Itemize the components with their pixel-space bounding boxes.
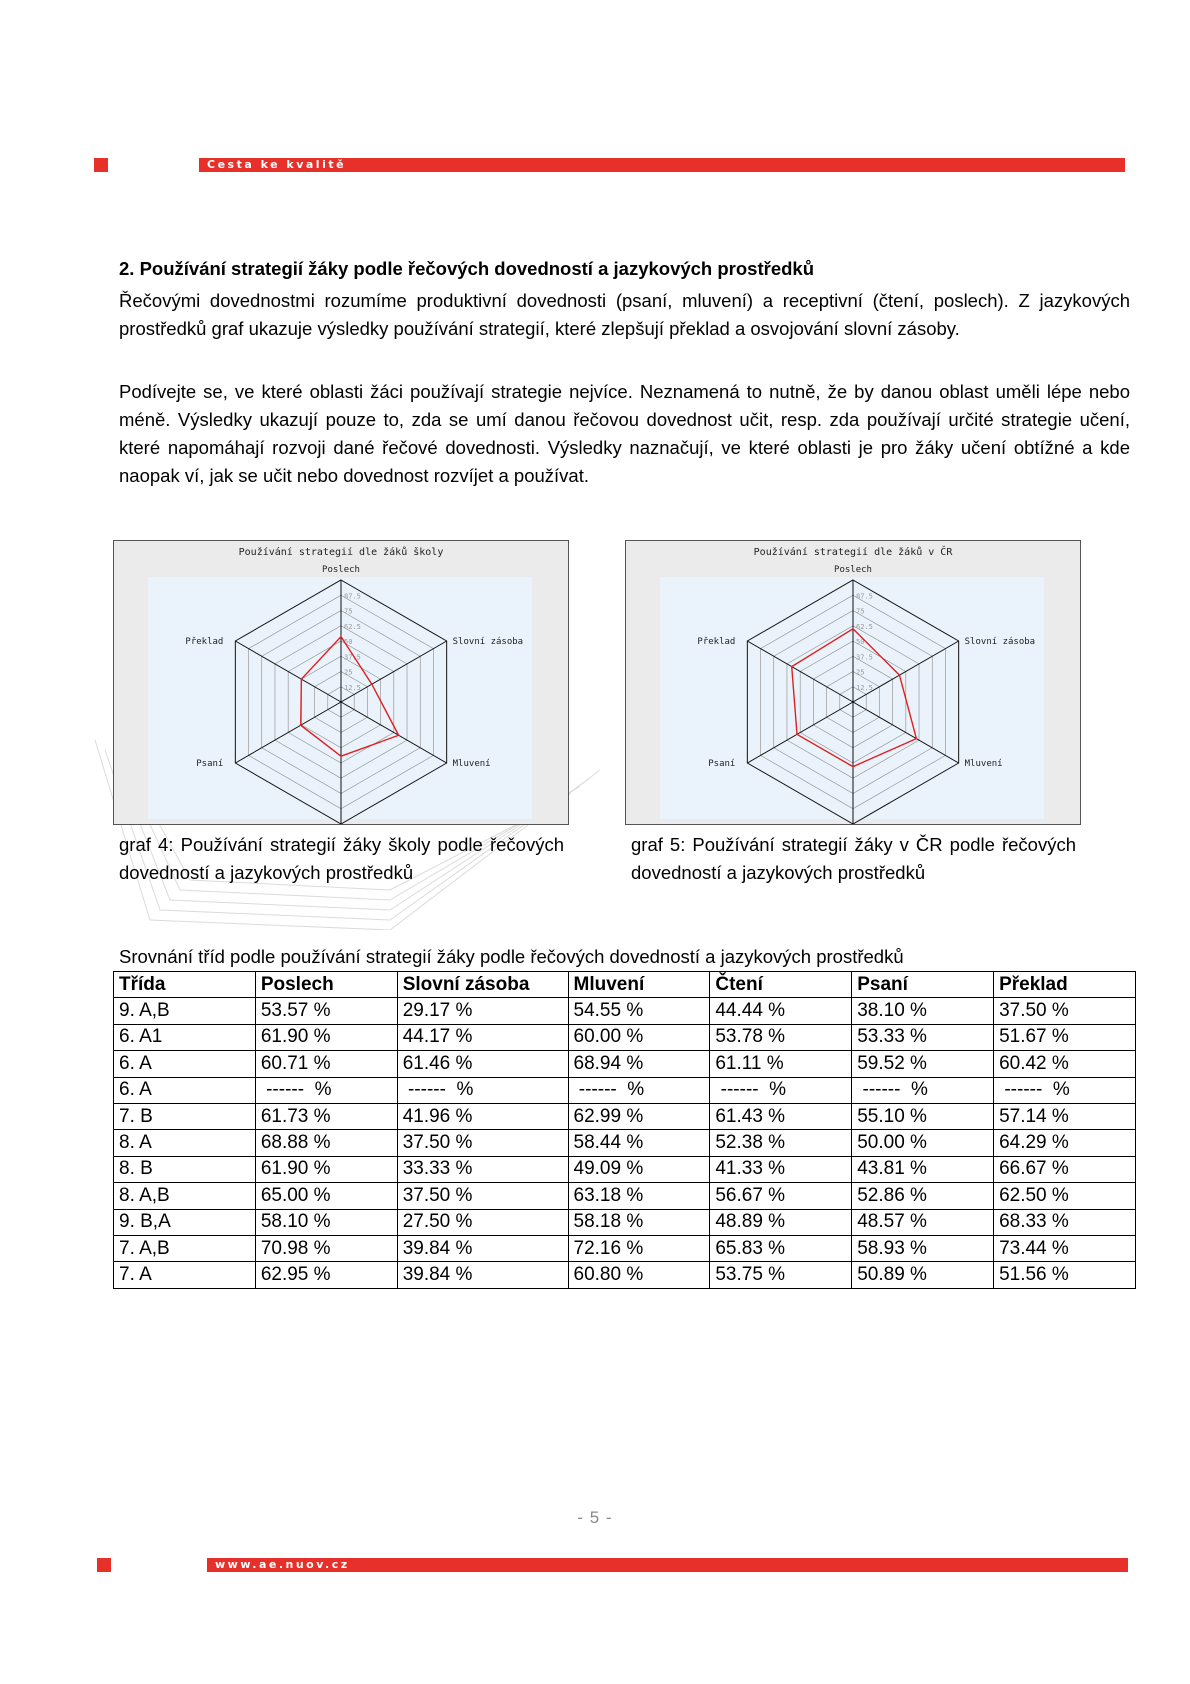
caption-chart-cr: graf 5: Používání strategií žáky v ČR podle řečových dovedností a jazykových prostředků: [631, 834, 1076, 883]
table-row: [114, 1183, 1136, 1209]
table-cell: 61.43 %: [710, 1103, 852, 1129]
table-cell: 60.00 %: [568, 1024, 710, 1050]
table-cell: 44.44 %: [710, 998, 852, 1024]
radar-chart-cr-svg: [626, 541, 1080, 824]
table-cell: 49.09 %: [568, 1156, 710, 1182]
table-cell: 52.86 %: [852, 1183, 994, 1209]
radar-axis-label: Mluvení: [452, 759, 491, 769]
table-cell: 60.42 %: [994, 1051, 1136, 1077]
table-cell: 9. B,A: [114, 1209, 256, 1235]
radar-axis-label: Slovní zásoba: [964, 637, 1036, 647]
table-row: [114, 998, 1136, 1024]
table-cell: 7. B: [114, 1103, 256, 1129]
table-cell: 50.89 %: [852, 1262, 994, 1288]
th-psani: Psaní: [852, 972, 994, 998]
table-cell: 55.10 %: [852, 1103, 994, 1129]
radar-tick-label: 87.5: [856, 592, 873, 601]
table-cell: 61.90 %: [255, 1156, 397, 1182]
radar-axis-label: Slovní zásoba: [452, 637, 524, 647]
th-slovni-zasoba: Slovní zásoba: [397, 972, 568, 998]
table-cell: ------ %: [568, 1077, 710, 1103]
table-cell: 51.56 %: [994, 1262, 1136, 1288]
table-cell: 62.50 %: [994, 1183, 1136, 1209]
table-cell: 39.84 %: [397, 1235, 568, 1261]
table-cell: 62.99 %: [568, 1103, 710, 1129]
table-cell: 8. A: [114, 1130, 256, 1156]
radar-axis-label: Poslech: [834, 565, 872, 575]
table-cell: ------ %: [710, 1077, 852, 1103]
radar-tick-label: 37.5: [856, 653, 873, 662]
table-cell: 68.88 %: [255, 1130, 397, 1156]
th-preklad: Překlad: [994, 972, 1136, 998]
radar-tick-label: 87.5: [344, 592, 361, 601]
header-band: [199, 158, 1125, 172]
table-cell: 61.73 %: [255, 1103, 397, 1129]
section-heading: 2. Používání strategií žáky podle řečových dovedností a jazykových prostředků: [119, 258, 815, 279]
paragraph-1: Řečovými dovednostmi rozumíme produktivní dovednosti (psaní, mluvení) a receptivní (čtení, poslech). Z jazykových prostředků graf ukazuje výsledky používání strategií, které zlepšují překlad a osvojování slovní zásoby.: [119, 290, 1130, 339]
table-caption: Srovnání tříd podle používání strategií žáky podle řečových dovedností a jazykových prostředků: [119, 946, 904, 967]
table-header-row: [114, 972, 1136, 998]
table-row: [114, 1051, 1136, 1077]
radar-tick-label: 75: [344, 607, 353, 616]
radar-tick-label: 62.5: [344, 622, 361, 631]
table-cell: 54.55 %: [568, 998, 710, 1024]
table-cell: 60.71 %: [255, 1051, 397, 1077]
table-cell: 60.80 %: [568, 1262, 710, 1288]
table-cell: ------ %: [255, 1077, 397, 1103]
table-cell: 38.10 %: [852, 998, 994, 1024]
table-cell: 53.78 %: [710, 1024, 852, 1050]
table-cell: 27.50 %: [397, 1209, 568, 1235]
table-cell: 58.18 %: [568, 1209, 710, 1235]
table-cell: 37.50 %: [994, 998, 1136, 1024]
table-cell: 62.95 %: [255, 1262, 397, 1288]
radar-tick-label: 37.5: [344, 653, 361, 662]
table-row: [114, 1024, 1136, 1050]
table-cell: ------ %: [397, 1077, 568, 1103]
radar-axis-label: Poslech: [322, 565, 360, 575]
header-band-text: Cesta ke kvalitě: [207, 158, 347, 171]
table-cell: 68.94 %: [568, 1051, 710, 1077]
radar-axis-label: Psaní: [708, 759, 736, 769]
table-cell: 73.44 %: [994, 1235, 1136, 1261]
th-poslech: Poslech: [255, 972, 397, 998]
table-cell: 61.90 %: [255, 1024, 397, 1050]
table-cell: 58.10 %: [255, 1209, 397, 1235]
table-cell: 44.17 %: [397, 1024, 568, 1050]
table-cell: 7. A,B: [114, 1235, 256, 1261]
radar-tick-label: 75: [856, 607, 865, 616]
radar-tick-label: 50: [344, 638, 353, 646]
table-cell: ------ %: [994, 1077, 1136, 1103]
table-cell: 37.50 %: [397, 1183, 568, 1209]
radar-chart-school: [113, 540, 569, 825]
header-square-marker: [94, 158, 108, 172]
table-cell: 48.89 %: [710, 1209, 852, 1235]
radar-tick-label: 12.5: [856, 683, 873, 692]
table-cell: 29.17 %: [397, 998, 568, 1024]
radar-tick-label: 25: [856, 668, 865, 677]
radar-tick-label: 62.5: [856, 622, 873, 631]
radar-axis-label: Psaní: [196, 759, 224, 769]
table-cell: 65.83 %: [710, 1235, 852, 1261]
radar-chart-cr: [625, 540, 1081, 825]
radar-axis-label: Překlad: [697, 637, 736, 647]
th-trida: Třída: [114, 972, 256, 998]
table-cell: 33.33 %: [397, 1156, 568, 1182]
class-comparison-table: [113, 971, 1136, 1289]
table-cell: 63.18 %: [568, 1183, 710, 1209]
table-cell: 58.93 %: [852, 1235, 994, 1261]
table-cell: 56.67 %: [710, 1183, 852, 1209]
th-mluveni: Mluvení: [568, 972, 710, 998]
table-row: [114, 1262, 1136, 1288]
caption-chart-school: graf 4: Používání strategií žáky školy podle řečových dovedností a jazykových prostředků: [119, 834, 564, 883]
plot-area: [148, 577, 532, 819]
table-row: [114, 1209, 1136, 1235]
radar-chart-school-svg: [114, 541, 568, 824]
radar-axis-label: Mluvení: [964, 759, 1003, 769]
footer-band-text: www.ae.nuov.cz: [215, 1558, 350, 1571]
table-cell: ------ %: [852, 1077, 994, 1103]
table-cell: 72.16 %: [568, 1235, 710, 1261]
table-row: [114, 1103, 1136, 1129]
table-cell: 37.50 %: [397, 1130, 568, 1156]
table-cell: 41.96 %: [397, 1103, 568, 1129]
table-cell: 52.38 %: [710, 1130, 852, 1156]
table-cell: 8. B: [114, 1156, 256, 1182]
radar-tick-label: 25: [344, 668, 353, 677]
table-cell: 53.75 %: [710, 1262, 852, 1288]
table-cell: 57.14 %: [994, 1103, 1136, 1129]
table-cell: 51.67 %: [994, 1024, 1136, 1050]
table-cell: 6. A: [114, 1051, 256, 1077]
table-row: [114, 1235, 1136, 1261]
table-cell: 59.52 %: [852, 1051, 994, 1077]
table-cell: 6. A1: [114, 1024, 256, 1050]
footer-band: [207, 1558, 1128, 1572]
table-cell: 58.44 %: [568, 1130, 710, 1156]
paragraph-2: Podívejte se, ve které oblasti žáci používají strategie nejvíce. Neznamená to nutně, že by danou oblast uměli lépe nebo méně. Výsledky ukazují pouze to, zda se umí danou řečovou dovednost učit, resp. zda používají určité strategie učení, které napomáhají rozvoji dané řečové dovednosti. Výsledky naznačují, ve které oblasti je pro žáky učení obtížné a kde naopak ví, jak se učit nebo dovednost rozvíjet a používat.: [119, 381, 1130, 486]
table-cell: 50.00 %: [852, 1130, 994, 1156]
footer-square-marker: [97, 1558, 111, 1572]
table-cell: 6. A: [114, 1077, 256, 1103]
table-cell: 61.46 %: [397, 1051, 568, 1077]
table-cell: 61.11 %: [710, 1051, 852, 1077]
radar-axis-label: Překlad: [185, 637, 224, 647]
table-cell: 53.57 %: [255, 998, 397, 1024]
plot-area: [660, 577, 1044, 819]
table-cell: 48.57 %: [852, 1209, 994, 1235]
chart-title: Používání strategií dle žáků školy: [238, 547, 444, 558]
table-cell: 9. A,B: [114, 998, 256, 1024]
table-row: [114, 1130, 1136, 1156]
table-cell: 7. A: [114, 1262, 256, 1288]
table-cell: 66.67 %: [994, 1156, 1136, 1182]
table-cell: 43.81 %: [852, 1156, 994, 1182]
page-number: - 5 -: [577, 1508, 613, 1527]
table-cell: 41.33 %: [710, 1156, 852, 1182]
radar-tick-label: 12.5: [344, 683, 361, 692]
radar-tick-label: 50: [856, 638, 865, 646]
table-row: [114, 1077, 1136, 1103]
chart-title: Používání strategií dle žáků v ČR: [753, 547, 953, 558]
table-cell: 39.84 %: [397, 1262, 568, 1288]
table-cell: 8. A,B: [114, 1183, 256, 1209]
table-cell: 64.29 %: [994, 1130, 1136, 1156]
table-cell: 53.33 %: [852, 1024, 994, 1050]
table-cell: 70.98 %: [255, 1235, 397, 1261]
table-row: [114, 1156, 1136, 1182]
th-cteni: Čtení: [710, 972, 852, 998]
table-cell: 68.33 %: [994, 1209, 1136, 1235]
table-cell: 65.00 %: [255, 1183, 397, 1209]
